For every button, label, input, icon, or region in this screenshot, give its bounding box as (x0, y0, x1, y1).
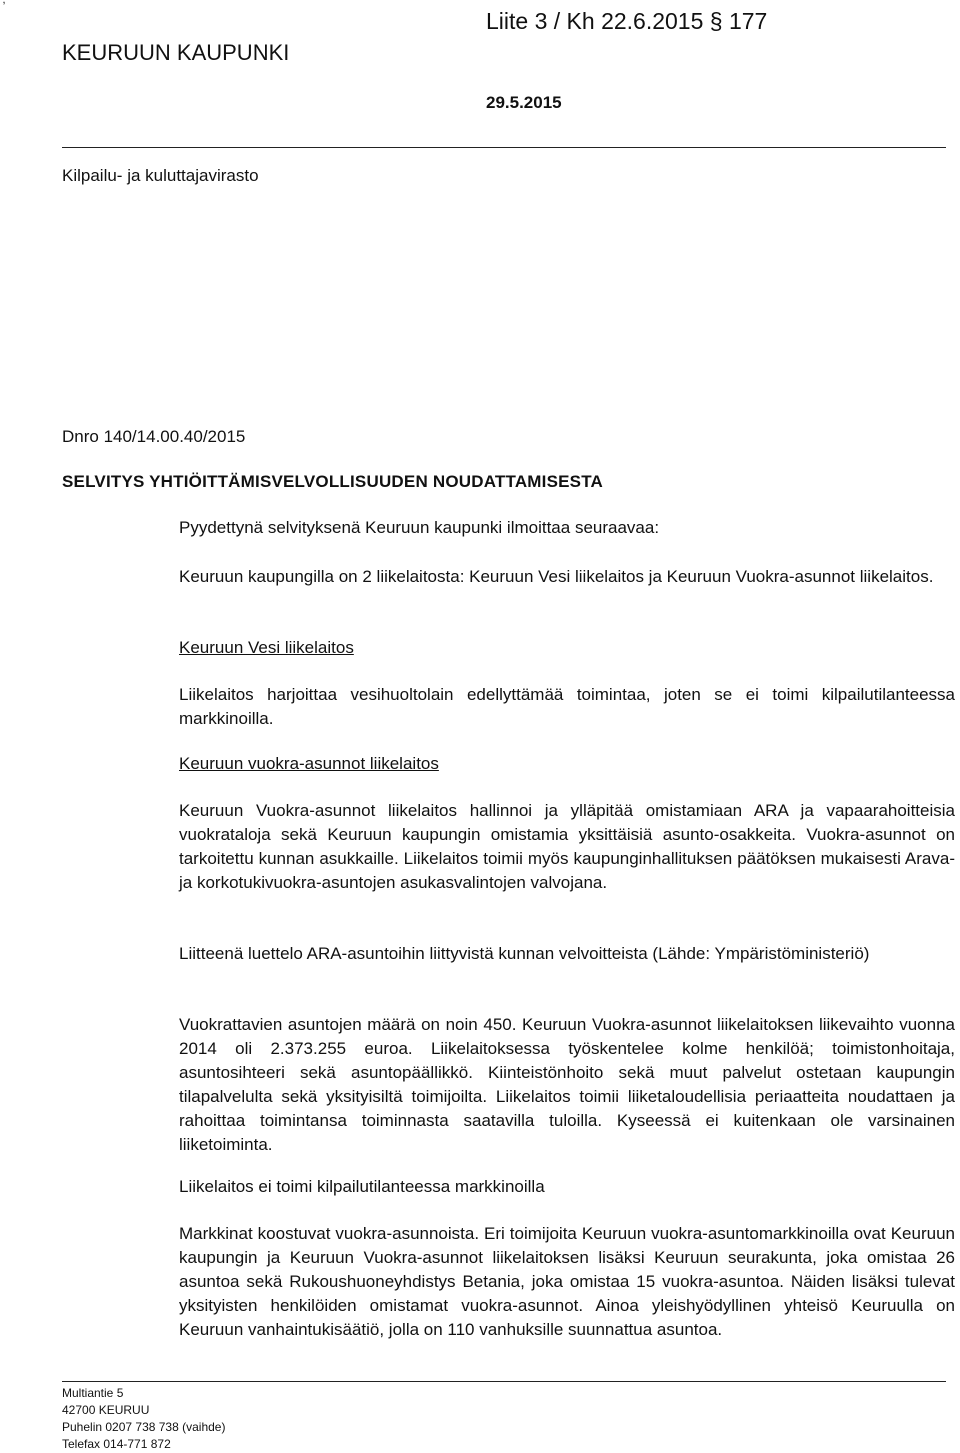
vuokra-paragraph-5: Markkinat koostuvat vuokra-asunnoista. Eri toimijoita Keuruun vuokra-asuntomarkkinoilla ovat Keuruun kaupungin ja Keuruun Vuokra-asunnot liikelaitoksen lisäksi Keuruun seurakunta, joka omistaa 26 asuntoa sekä Rukoushuoneyhdistys Betania, joka omistaa 15 vuokra-asuntoa. Näiden lisäksi tulevat yksityisten henkilöiden omistamat vuokra-asunnot. Ainoa yleishyödyllinen yhteisö Keuruulla on Keuruun vanhaintukisäätiö, jolla on 110 vanhuksille suunnattua asuntoa. (179, 1224, 955, 1339)
footer-contact (62, 1385, 225, 1453)
recipient: Kilpailu- ja kuluttajavirasto (62, 166, 259, 185)
document-title: SELVITYS YHTIÖITTÄMISVELVOLLISUUDEN NOUDATTAMISESTA (62, 472, 603, 491)
section-vesi-body (179, 683, 955, 731)
footer-postal: 42700 KEURUU (62, 1403, 150, 1417)
section-vuokra-paragraph-1 (179, 799, 955, 895)
document-date: 29.5.2015 (486, 93, 562, 112)
units-paragraph (179, 565, 955, 589)
vuokra-paragraph-3: Vuokrattavien asuntojen määrä on noin 450. Keuruun Vuokra-asunnot liikelaitoksen liikevaihto vuonna 2014 oli 2.373.255 euroa. Liikelaitoksessa työskentelee kolme henkilöä; toimistonhoitaja, asuntosihteeri sekä asuntopäällikkö. Kiinteistönhoito sekä muut palvelut ostetaan kaupungin tilapalvelulta sekä yksityisiltä toimijoilta. Liikelaitos toimii liiketaloudellisia periaatteita noudattaen ja rahoittaa toimintansa toiminnasta saatavilla tuloilla. Kyseessä ei kuitenkaan ole varsinainen liiketoiminta. (179, 1015, 955, 1154)
footer-fax: Telefax 014-771 872 (62, 1437, 171, 1451)
header-divider (62, 147, 946, 148)
section-vesi-heading-wrap (179, 636, 955, 660)
vuokra-paragraph-1: Keuruun Vuokra-asunnot liikelaitos hallinnoi ja ylläpitää omistamiaan ARA ja vapaarahoitteisia vuokrataloja sekä Keuruun kaupungin omistamia yksittäisiä asunto-osakkeita. Vuokra-asunnot on tarkoitettu kunnan asukkaille. Liikelaitos toimii myös kaupunginhallituksen päätöksen mukaisesti Arava- ja korkotukivuokra-asuntojen asukasvalintojen valvojana. (179, 801, 955, 892)
attachment-reference: Liite 3 / Kh 22.6.2015 § 177 (486, 8, 768, 34)
section-vuokra-paragraph-4 (179, 1175, 955, 1199)
footer-street: Multiantie 5 (62, 1386, 124, 1400)
section-vesi-heading: Keuruun Vesi liikelaitos (179, 638, 354, 657)
footer-divider (62, 1381, 946, 1382)
section-vuokra-heading-wrap (179, 752, 955, 776)
vuokra-paragraph-2: Liitteenä luettelo ARA-asuntoihin liittyvistä kunnan velvoitteista (Lähde: Ympäristöministeriö) (179, 944, 870, 963)
section-vuokra-heading: Keuruun vuokra-asunnot liikelaitos (179, 754, 439, 773)
intro-text: Pyydettynä selvityksenä Keuruun kaupunki ilmoittaa seuraavaa: (179, 518, 660, 537)
section-vesi-text: Liikelaitos harjoittaa vesihuoltolain edellyttämää toimintaa, joten se ei toimi kilpailutilanteessa markkinoilla. (179, 685, 955, 728)
vuokra-paragraph-4: Liikelaitos ei toimi kilpailutilanteessa markkinoilla (179, 1177, 545, 1196)
footer-phone: Puhelin 0207 738 738 (vaihde) (62, 1420, 226, 1434)
units-text: Keuruun kaupungilla on 2 liikelaitosta: Keuruun Vesi liikelaitos ja Keuruun Vuokra-asunnot liikelaitos. (179, 567, 934, 586)
intro-paragraph (179, 516, 955, 540)
section-vuokra-paragraph-3 (179, 1013, 955, 1157)
section-vuokra-paragraph-2 (179, 942, 955, 966)
diary-number: Dnro 140/14.00.40/2015 (62, 427, 246, 446)
section-vuokra-paragraph-5 (179, 1222, 955, 1342)
organization-name: KEURUUN KAUPUNKI (62, 40, 290, 65)
